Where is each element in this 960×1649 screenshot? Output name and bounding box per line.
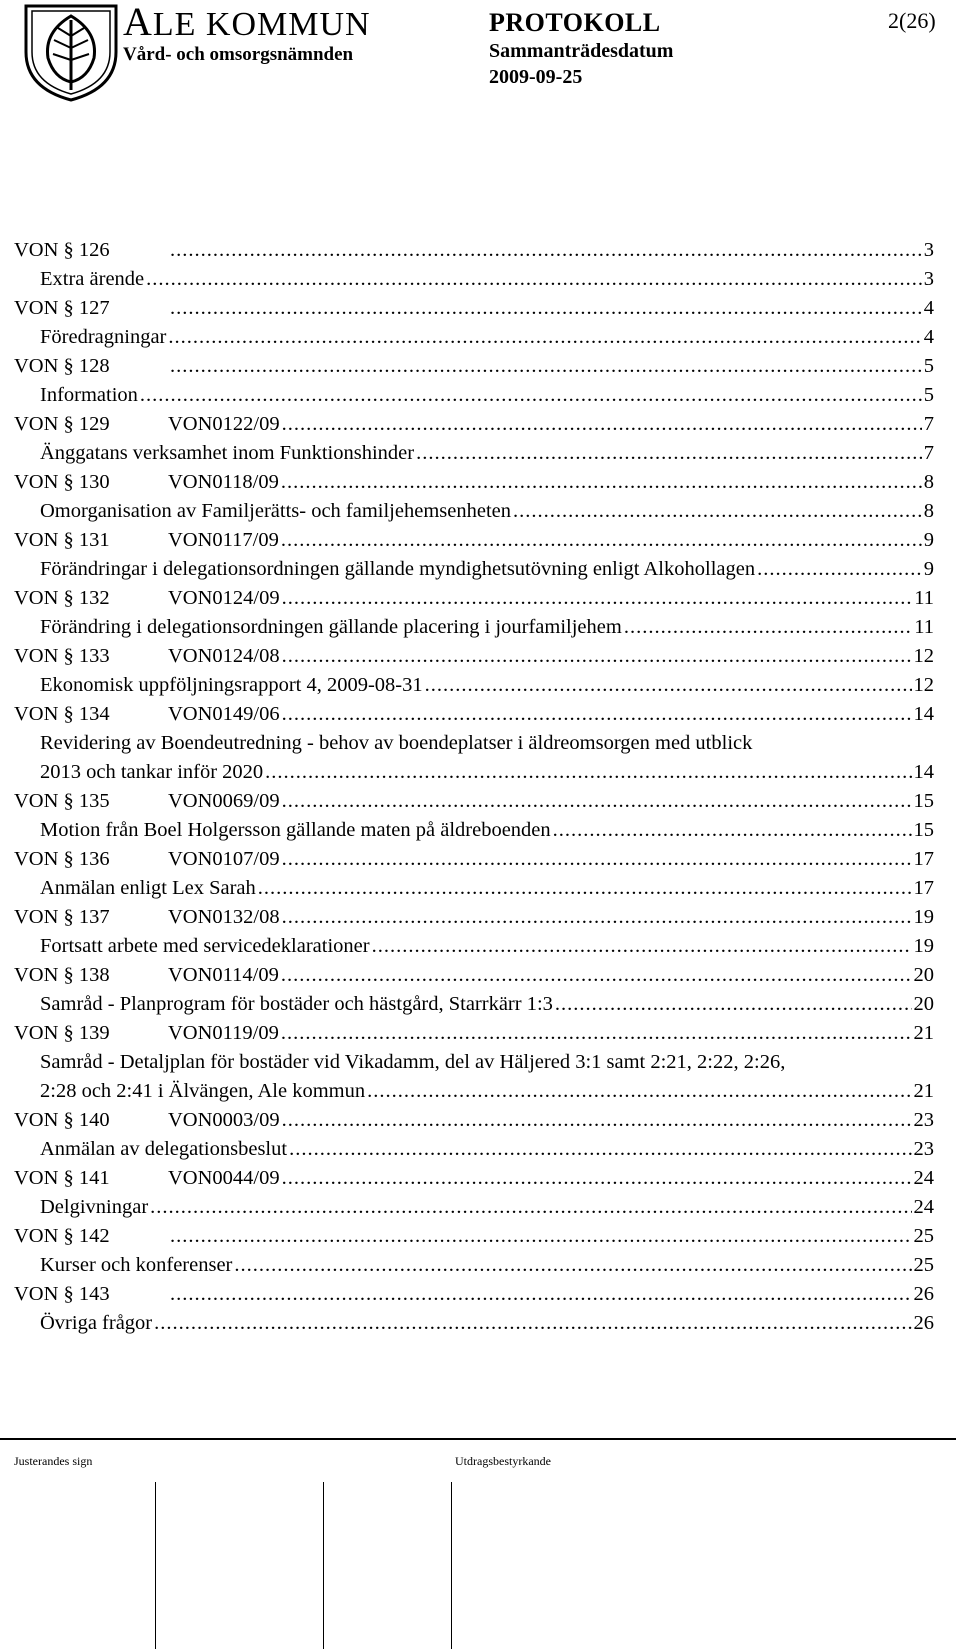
toc-topic-entry — [14, 874, 934, 903]
dot-leader — [282, 787, 912, 816]
dot-leader — [282, 1106, 912, 1135]
page-reference: 25 — [913, 1254, 934, 1276]
topic-title: Delgivningar — [40, 1196, 149, 1218]
toc-section-entry — [14, 468, 934, 497]
case-reference: VON0149/06 — [168, 703, 280, 725]
toc-section-entry — [14, 787, 934, 816]
dot-leader — [154, 1309, 911, 1338]
toc-section-entry — [14, 903, 934, 932]
page-reference: 12 — [913, 645, 934, 667]
section-number: VON § 128 — [14, 355, 110, 377]
dot-leader — [282, 845, 912, 874]
topic-title: Omorganisation av Familjerätts- och familjehemsenheten — [40, 500, 511, 522]
dot-leader — [170, 352, 922, 381]
signature-box-divider — [155, 1482, 156, 1649]
dot-leader — [170, 294, 922, 323]
toc-topic-entry — [14, 1251, 934, 1280]
page-reference: 26 — [913, 1312, 934, 1334]
page-reference: 5 — [923, 355, 934, 377]
case-reference: VON0107/09 — [168, 848, 280, 870]
toc-section-entry — [14, 1222, 934, 1251]
signature-box-divider — [451, 1482, 452, 1649]
committee-name: Vård- och omsorgsnämnden — [123, 44, 354, 65]
municipal-emblem-icon — [18, 2, 124, 102]
page-reference: 20 — [913, 964, 934, 986]
section-number: VON § 137 — [14, 906, 110, 928]
dot-leader — [265, 758, 911, 787]
page-reference: 4 — [923, 326, 934, 348]
toc-topic-entry — [14, 990, 934, 1019]
toc-section-entry — [14, 961, 934, 990]
case-reference: VON0122/09 — [168, 413, 280, 435]
section-number: VON § 134 — [14, 703, 110, 725]
page-reference: 14 — [913, 761, 934, 783]
dot-leader — [282, 642, 912, 671]
toc-topic-entry — [14, 1048, 934, 1106]
topic-title: Motion från Boel Holgersson gällande maten på äldreboenden — [40, 819, 551, 841]
toc-section-entry — [14, 294, 934, 323]
section-number: VON § 129 — [14, 413, 110, 435]
page-reference: 3 — [923, 239, 934, 261]
dot-leader — [282, 700, 912, 729]
page-reference: 19 — [913, 935, 934, 957]
case-reference: VON0117/09 — [168, 529, 279, 551]
page-reference: 17 — [913, 877, 934, 899]
dot-leader — [168, 323, 921, 352]
page-reference: 15 — [913, 819, 934, 841]
topic-title-line: 2013 och tankar inför 2020 — [40, 761, 264, 783]
page-footer — [0, 1438, 960, 1649]
page-reference: 4 — [923, 297, 934, 319]
dot-leader — [372, 932, 912, 961]
page-reference: 23 — [913, 1138, 934, 1160]
dot-leader — [282, 410, 922, 439]
toc-section-entry — [14, 352, 934, 381]
dot-leader — [624, 613, 912, 642]
toc-topic-entry — [14, 613, 934, 642]
toc-section-entry — [14, 410, 934, 439]
toc-topic-entry — [14, 671, 934, 700]
page-reference: 12 — [913, 674, 934, 696]
section-number: VON § 143 — [14, 1283, 110, 1305]
page-reference: 25 — [913, 1225, 934, 1247]
toc-topic-entry — [14, 729, 934, 787]
case-reference: VON0132/08 — [168, 906, 280, 928]
toc-section-entry — [14, 236, 934, 265]
toc-section-entry — [14, 584, 934, 613]
page-reference: 17 — [913, 848, 934, 870]
dot-leader — [367, 1077, 911, 1106]
meeting-date-label: Sammanträdesdatum — [489, 40, 674, 62]
topic-title: Änggatans verksamhet inom Funktionshinder — [40, 442, 415, 464]
topic-title: Fortsatt arbete med servicedeklarationer — [40, 935, 370, 957]
toc-topic-entry — [14, 932, 934, 961]
page-reference: 7 — [923, 413, 934, 435]
signature-box-divider — [323, 1482, 324, 1649]
section-number: VON § 132 — [14, 587, 110, 609]
page-reference: 20 — [913, 993, 934, 1015]
topic-title: Anmälan av delegationsbeslut — [40, 1138, 288, 1160]
dot-leader — [258, 874, 912, 903]
toc-section-entry — [14, 700, 934, 729]
dot-leader — [282, 903, 912, 932]
page-reference: 11 — [914, 587, 934, 609]
case-reference: VON0114/09 — [168, 964, 279, 986]
case-reference: VON0124/09 — [168, 587, 280, 609]
page-reference: 11 — [914, 616, 934, 638]
table-of-contents — [14, 236, 934, 1338]
toc-topic-entry — [14, 1309, 934, 1338]
topic-title: Information — [40, 384, 138, 406]
page-reference: 24 — [913, 1167, 934, 1189]
toc-topic-entry — [14, 439, 934, 468]
topic-title: Förändringar i delegationsordningen gällande myndighetsutövning enligt Alkohollagen — [40, 558, 756, 580]
case-reference: VON0124/08 — [168, 645, 280, 667]
toc-topic-entry — [14, 381, 934, 410]
dot-leader — [170, 1222, 912, 1251]
case-reference: VON0119/09 — [168, 1022, 279, 1044]
extract-certification-label: Utdragsbestyrkande — [455, 1454, 551, 1468]
dot-leader — [170, 236, 922, 265]
page-reference: 21 — [913, 1080, 934, 1102]
page-reference: 9 — [923, 558, 934, 580]
page-reference: 21 — [913, 1022, 934, 1044]
page-reference: 5 — [923, 384, 934, 406]
section-number: VON § 139 — [14, 1022, 110, 1044]
toc-topic-entry — [14, 265, 934, 294]
section-number: VON § 126 — [14, 239, 110, 261]
dot-leader — [416, 439, 922, 468]
topic-title: Extra ärende — [40, 268, 145, 290]
page-reference: 19 — [913, 906, 934, 928]
case-reference: VON0044/09 — [168, 1167, 280, 1189]
topic-title-line: Samråd - Detaljplan för bostäder vid Vikadamm, del av Häljered 3:1 samt 2:21, 2:22, 2:26, — [40, 1051, 786, 1073]
page-reference: 14 — [913, 703, 934, 725]
toc-topic-entry — [14, 1135, 934, 1164]
footer-divider — [0, 1438, 956, 1440]
topic-title: Föredragningar — [40, 326, 167, 348]
dot-leader — [757, 555, 922, 584]
section-number: VON § 138 — [14, 964, 110, 986]
topic-title: Ekonomisk uppföljningsrapport 4, 2009-08-31 — [40, 674, 423, 696]
page-reference: 9 — [923, 529, 934, 551]
toc-section-entry — [14, 642, 934, 671]
page-header — [0, 0, 960, 110]
toc-topic-entry — [14, 323, 934, 352]
dot-leader — [425, 671, 912, 700]
dot-leader — [282, 584, 913, 613]
toc-section-entry — [14, 1106, 934, 1135]
toc-topic-entry — [14, 497, 934, 526]
toc-section-entry — [14, 1164, 934, 1193]
dot-leader — [140, 381, 922, 410]
toc-section-entry — [14, 1019, 934, 1048]
page-reference: 7 — [923, 442, 934, 464]
dot-leader — [553, 816, 912, 845]
case-reference: VON0118/09 — [168, 471, 279, 493]
dot-leader — [170, 1280, 912, 1309]
topic-title: Kurser och konferenser — [40, 1254, 233, 1276]
topic-title: Samråd - Planprogram för bostäder och hästgård, Starrkärr 1:3 — [40, 993, 553, 1015]
section-number: VON § 142 — [14, 1225, 110, 1247]
page-reference: 8 — [923, 471, 934, 493]
section-number: VON § 131 — [14, 529, 110, 551]
signature-label: Justerandes sign — [14, 1454, 93, 1468]
page-reference: 24 — [913, 1196, 934, 1218]
topic-title: Anmälan enligt Lex Sarah — [40, 877, 256, 899]
dot-leader — [146, 265, 922, 294]
toc-topic-entry — [14, 816, 934, 845]
page-reference: 3 — [923, 268, 934, 290]
dot-leader — [289, 1135, 911, 1164]
section-number: VON § 136 — [14, 848, 110, 870]
toc-section-entry — [14, 526, 934, 555]
dot-leader — [281, 961, 912, 990]
toc-section-entry — [14, 1280, 934, 1309]
toc-section-entry — [14, 845, 934, 874]
page-number: 2(26) — [888, 8, 936, 33]
dot-leader — [281, 526, 922, 555]
section-number: VON § 140 — [14, 1109, 110, 1131]
page-reference: 8 — [923, 500, 934, 522]
document-type: PROTOKOLL — [489, 8, 661, 37]
dot-leader — [513, 497, 922, 526]
dot-leader — [281, 1019, 912, 1048]
topic-title: Förändring i delegationsordningen gällande placering i jourfamiljehem — [40, 616, 622, 638]
section-number: VON § 127 — [14, 297, 110, 319]
dot-leader — [234, 1251, 911, 1280]
page-reference: 15 — [913, 790, 934, 812]
dot-leader — [282, 1164, 912, 1193]
section-number: VON § 135 — [14, 790, 110, 812]
section-number: VON § 130 — [14, 471, 110, 493]
topic-title: Övriga frågor — [40, 1312, 153, 1334]
dot-leader — [555, 990, 912, 1019]
toc-topic-entry — [14, 555, 934, 584]
organization-name: ALE KOMMUN — [123, 0, 371, 44]
page-reference: 26 — [913, 1283, 934, 1305]
topic-title-line: Revidering av Boendeutredning - behov av boendeplatser i äldreomsorgen med utblick — [40, 732, 753, 754]
meeting-date: 2009-09-25 — [489, 66, 583, 88]
section-number: VON § 141 — [14, 1167, 110, 1189]
dot-leader — [281, 468, 922, 497]
case-reference: VON0069/09 — [168, 790, 280, 812]
section-number: VON § 133 — [14, 645, 110, 667]
dot-leader — [150, 1193, 911, 1222]
page-reference: 23 — [913, 1109, 934, 1131]
toc-topic-entry — [14, 1193, 934, 1222]
case-reference: VON0003/09 — [168, 1109, 280, 1131]
topic-title-line: 2:28 och 2:41 i Älvängen, Ale kommun — [40, 1080, 366, 1102]
